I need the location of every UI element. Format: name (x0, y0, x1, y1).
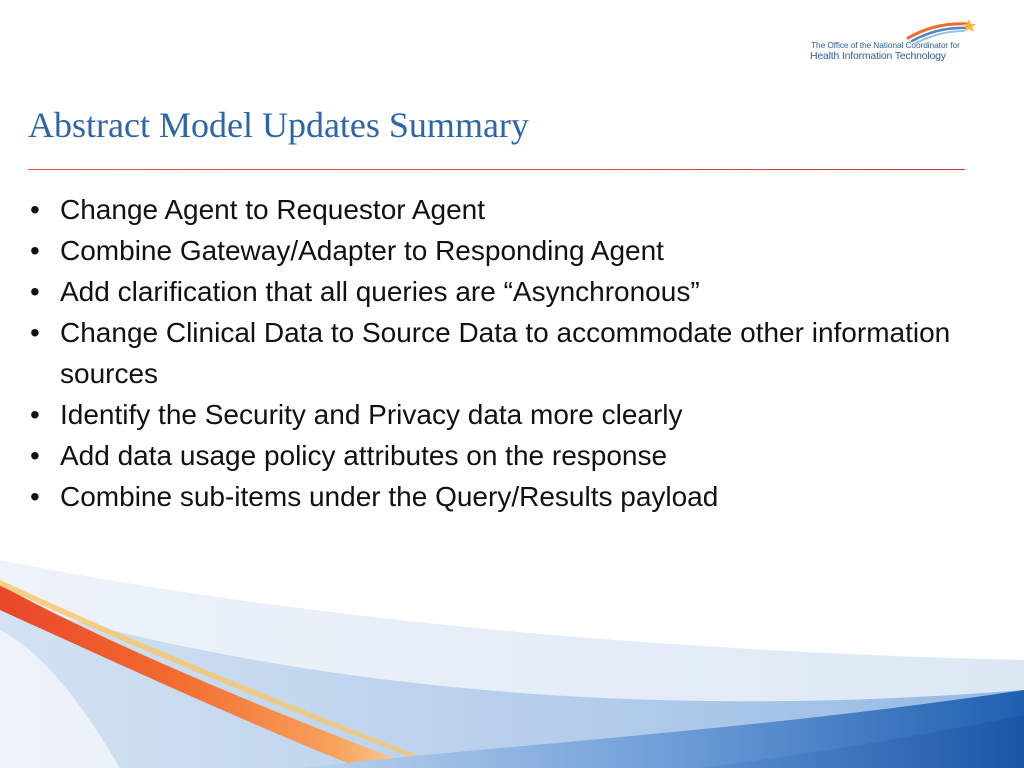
bullet-text: Add clarification that all queries are “Asynchronous” (60, 276, 700, 307)
bullet-text: Change Clinical Data to Source Data to accommodate other information sources (60, 317, 951, 389)
bullet-dot: • (30, 276, 40, 307)
bullet-text: Identify the Security and Privacy data more clearly (60, 399, 683, 430)
bullet-dot: • (30, 481, 40, 512)
bullet-item (24, 435, 984, 476)
bullet-text: Change Agent to Requestor Agent (60, 194, 485, 225)
bullet-text: Combine Gateway/Adapter to Responding Agent (60, 235, 664, 266)
bullet-dot: • (30, 440, 40, 471)
bullet-text: Combine sub-items under the Query/Results payload (60, 481, 719, 512)
bullet-item (24, 312, 984, 394)
onc-logo (808, 18, 983, 66)
title-divider (28, 169, 965, 170)
bullet-item (24, 394, 984, 435)
decorative-swoosh-background (0, 540, 1024, 768)
bullet-dot: • (30, 194, 40, 225)
slide-title: Abstract Model Updates Summary (28, 105, 529, 145)
bullet-item (24, 476, 984, 517)
bullet-item (24, 230, 984, 271)
bullet-dot: • (30, 399, 40, 430)
bullet-text: Add data usage policy attributes on the response (60, 440, 668, 471)
bullet-item (24, 189, 984, 230)
bullet-list (24, 189, 984, 517)
bullet-dot: • (30, 317, 40, 348)
logo-org-line1: The Office of the National Coordinator for (811, 40, 960, 50)
bullet-dot: • (30, 235, 40, 266)
logo-org-line2: Health Information Technology (810, 50, 946, 62)
bullet-item (24, 271, 984, 312)
